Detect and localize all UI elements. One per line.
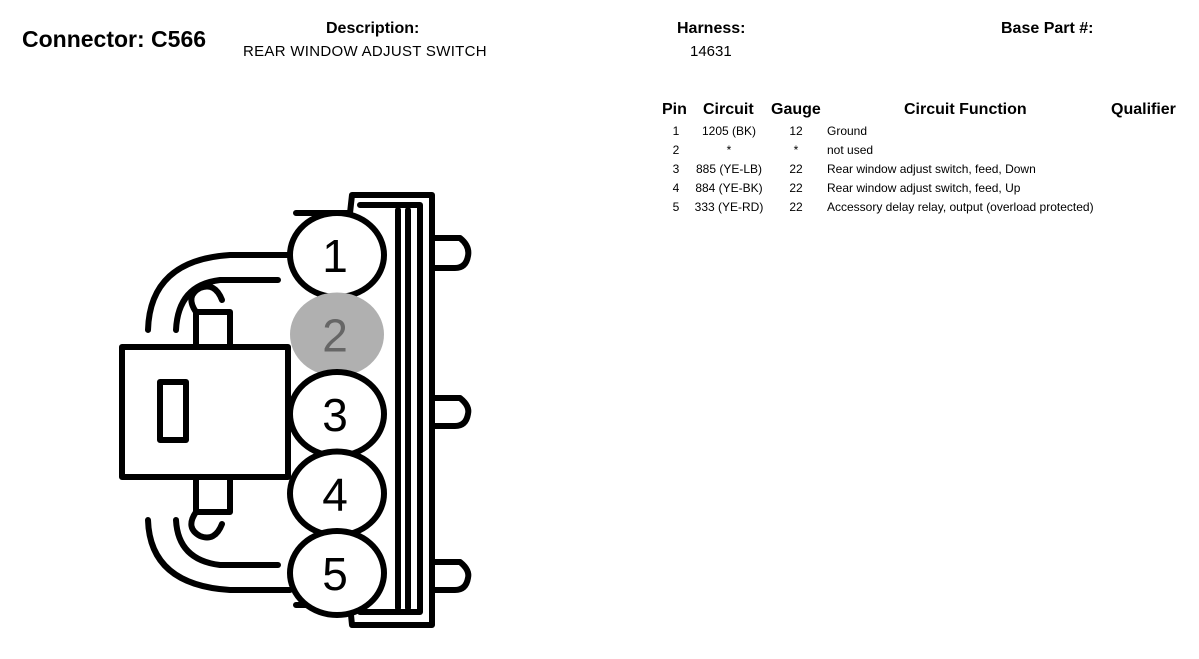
connector-rib-middle	[432, 398, 468, 426]
cell-circuit: 885 (YE-LB)	[695, 162, 763, 176]
connector-title: Connector: C566	[22, 26, 207, 52]
pin-number-label: 1	[322, 230, 348, 282]
connector-lock-tab	[122, 347, 288, 477]
connector-lock-lower-bracket	[196, 477, 230, 512]
cell-circuit-function: Rear window adjust switch, feed, Up	[827, 181, 1021, 195]
cell-pin: 3	[672, 162, 680, 176]
pin-number-label: 3	[322, 389, 348, 441]
pin-cavity-group	[290, 213, 384, 615]
description-label: Description:	[326, 20, 420, 37]
connector-rib-upper	[432, 238, 468, 268]
cell-pin: 1	[672, 124, 680, 138]
column-header-pin: Pin	[662, 101, 687, 118]
cell-circuit: 884 (YE-BK)	[695, 181, 763, 195]
cell-pin: 4	[672, 181, 680, 195]
connector-rib-lower	[432, 562, 468, 590]
cell-gauge: 12	[789, 124, 803, 138]
pin-number-label: 5	[322, 548, 348, 600]
base-part-label: Base Part #:	[1001, 20, 1094, 37]
cell-circuit-function: Rear window adjust switch, feed, Down	[827, 162, 1036, 176]
cell-gauge: 22	[789, 200, 803, 214]
connector-lock-upper-bracket	[196, 312, 230, 347]
column-header-circuit-function: Circuit Function	[904, 101, 1027, 118]
cell-circuit-function: Accessory delay relay, output (overload protected)	[827, 200, 1094, 214]
column-header-gauge: Gauge	[771, 101, 821, 118]
pin-number-label: 2	[322, 309, 348, 362]
harness-value: 14631	[690, 43, 732, 60]
harness-label: Harness:	[677, 20, 746, 37]
cell-gauge: 22	[789, 162, 803, 176]
pin-number-label: 4	[322, 468, 348, 521]
cell-circuit: 1205 (BK)	[701, 124, 757, 138]
column-header-qualifier: Qualifier	[1111, 101, 1176, 118]
cell-circuit-function: Ground	[827, 124, 868, 138]
column-header-circuit: Circuit	[703, 101, 754, 118]
cell-gauge: *	[793, 143, 799, 157]
connector-latch-curl-upper	[191, 287, 222, 313]
description-value: REAR WINDOW ADJUST SWITCH	[243, 43, 487, 60]
cell-gauge: 22	[789, 181, 803, 195]
cell-pin: 5	[672, 200, 680, 214]
cell-pin: 2	[672, 143, 680, 157]
connector-lock-slot	[160, 382, 186, 440]
connector-latch-curl-lower	[191, 512, 222, 538]
cell-circuit: *	[726, 143, 732, 157]
cell-circuit-function: not used	[827, 143, 874, 157]
cell-circuit: 333 (YE-RD)	[694, 200, 764, 214]
